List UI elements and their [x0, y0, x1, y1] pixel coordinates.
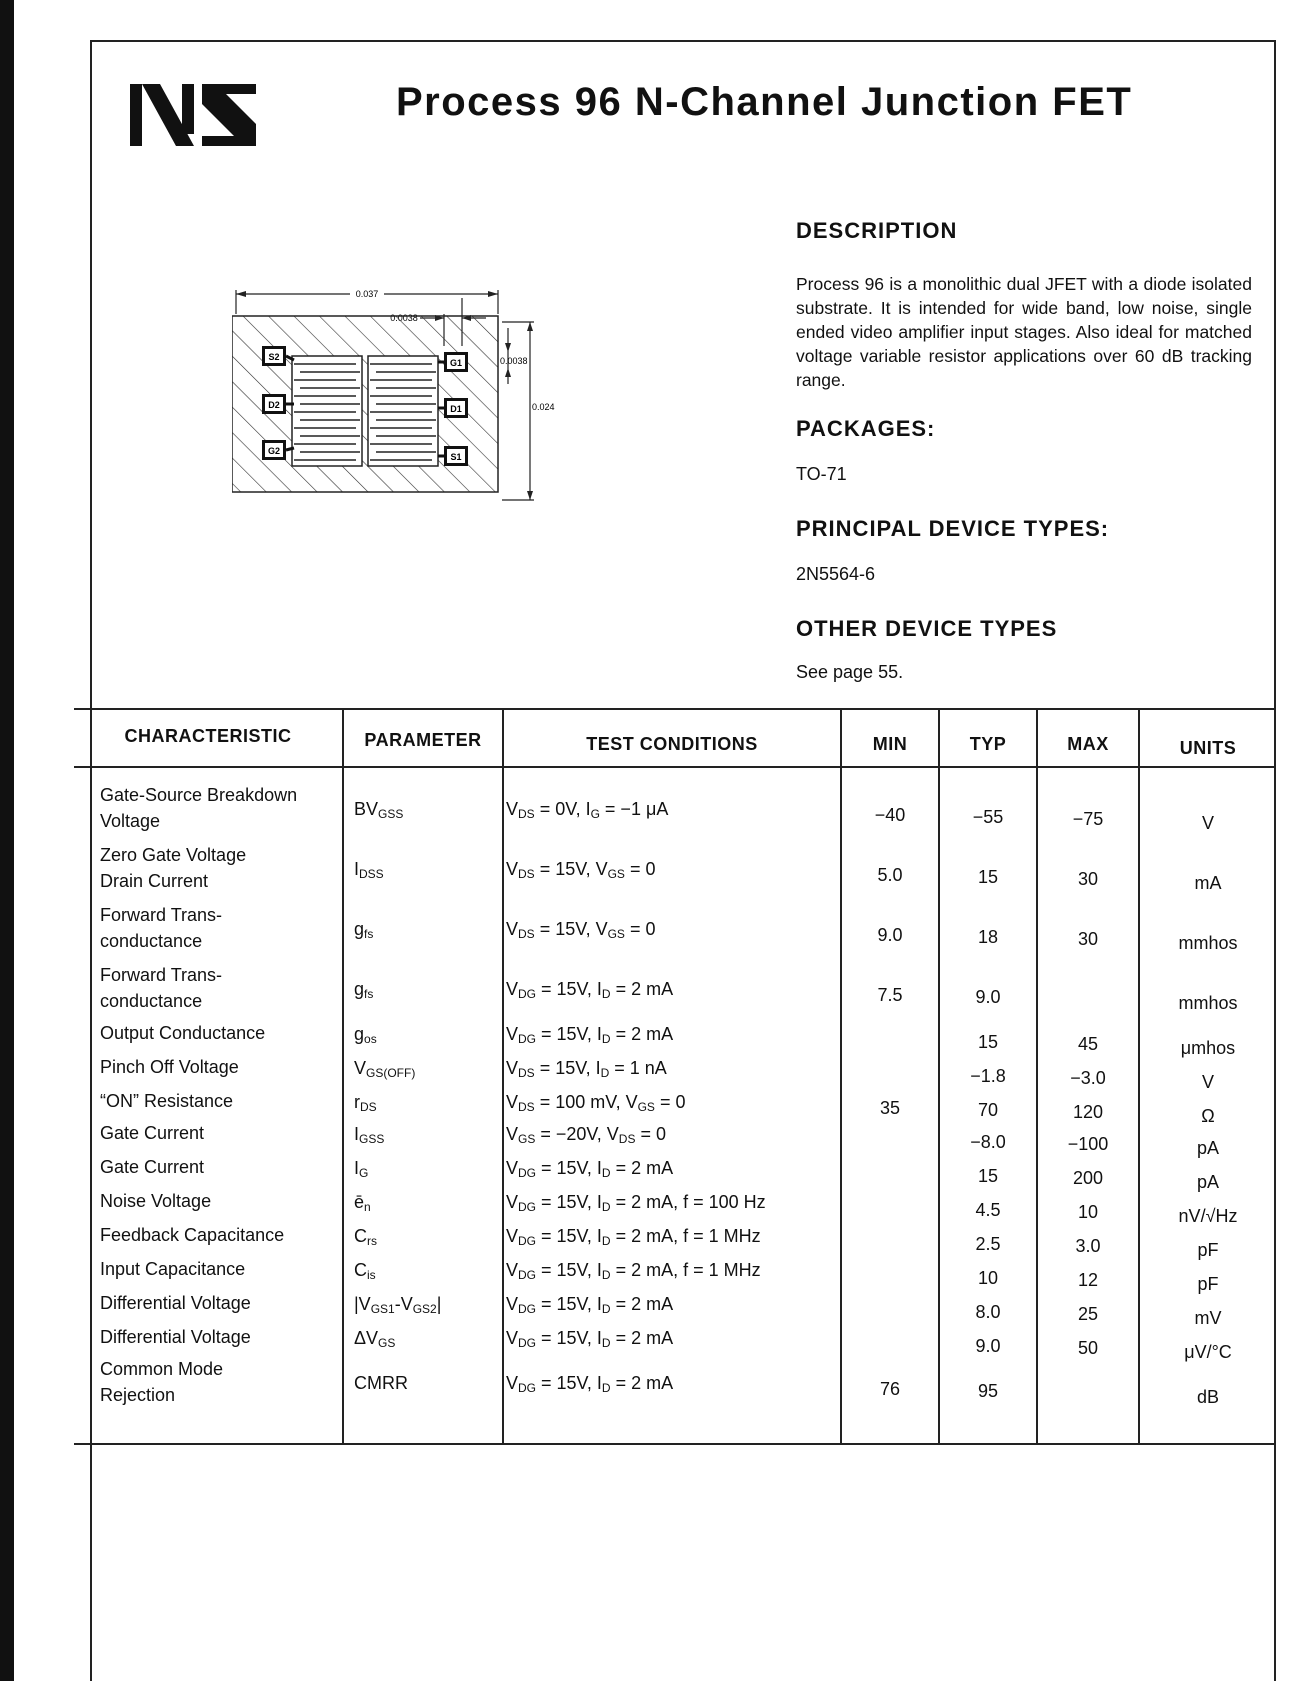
- units-cell: dB: [1196, 1387, 1220, 1407]
- units-cell: nV/√Hz: [1178, 1206, 1238, 1226]
- pad-d2-label: D2: [268, 400, 280, 410]
- test-condition-cell: $V_{DS} = 0V$, $I_G = -1$ μA: [506, 799, 669, 821]
- max-cell: −75: [1072, 809, 1104, 829]
- test-condition-cell: $V_{DG} = 15V$, $I_D = 2$ mA, f = 1 MHz: [506, 1226, 761, 1248]
- characteristic-cell: Gate-Source Breakdown Voltage: [100, 785, 298, 831]
- max-cell: 45: [1077, 1034, 1099, 1054]
- units-cell: V: [1201, 813, 1214, 833]
- test-condition-cell: $V_{DS} = 15V$, $I_D = 1$ nA: [506, 1058, 667, 1080]
- units-cell: mA: [1194, 873, 1222, 893]
- test-condition-cell: $V_{DG} = 15V$, $I_D = 2$ mA: [506, 1328, 674, 1350]
- units-cell: mmhos: [1178, 933, 1238, 953]
- units-cell: pF: [1197, 1240, 1219, 1260]
- dim-height-label: 0.024: [532, 402, 555, 412]
- principal-device-types-heading: PRINCIPAL DEVICE TYPES:: [796, 516, 1110, 541]
- test-condition-cell: $V_{DG} = 15V$, $I_D = 2$ mA: [506, 1294, 674, 1316]
- parameter-cell: $\Delta V_{GS}$: [354, 1328, 396, 1350]
- header-typ: TYP: [969, 734, 1007, 754]
- max-cell: 12: [1077, 1270, 1099, 1290]
- typ-cell: 9.0: [975, 1336, 1001, 1356]
- parameter-cell: $I_G$: [354, 1158, 369, 1180]
- typ-cell: −1.8: [970, 1066, 1006, 1086]
- parameter-cell: $C_{rs}$: [354, 1226, 377, 1248]
- characteristic-cell: Common Mode Rejection: [100, 1359, 224, 1405]
- min-cell: −40: [874, 805, 906, 825]
- typ-cell: −55: [972, 807, 1004, 827]
- scan-edge: [0, 0, 14, 1681]
- max-cell: −3.0: [1070, 1068, 1106, 1088]
- characteristic-cell: Zero Gate Voltage Drain Current: [100, 845, 247, 891]
- packages-heading: PACKAGES:: [796, 416, 936, 441]
- characteristic-cell: Gate Current: [100, 1157, 205, 1177]
- typ-cell: 15: [977, 1166, 999, 1186]
- header-units: UNITS: [1179, 738, 1237, 758]
- die-layout-diagram: [232, 280, 592, 540]
- max-cell: 200: [1072, 1168, 1104, 1188]
- dim-width-label: 0.037: [355, 289, 379, 299]
- typ-cell: 15: [977, 1032, 999, 1052]
- typ-cell: −8.0: [970, 1132, 1006, 1152]
- typ-cell: 9.0: [975, 987, 1001, 1007]
- header-test-conditions: TEST CONDITIONS: [586, 734, 758, 754]
- characteristic-cell: “ON” Resistance: [100, 1091, 234, 1111]
- characteristics-table: [74, 708, 1276, 1448]
- test-condition-cell: $V_{DG} = 15V$, $I_D = 2$ mA, f = 100 Hz: [506, 1192, 766, 1214]
- ns-logo: [130, 84, 256, 146]
- units-cell: mmhos: [1178, 993, 1238, 1013]
- other-device-types-value: See page 55.: [796, 662, 904, 682]
- characteristic-cell: Differential Voltage: [100, 1327, 251, 1347]
- other-device-types-heading: OTHER DEVICE TYPES: [796, 616, 1058, 641]
- test-condition-cell: $V_{DS} = 100$ mV, $V_{GS} = 0$: [506, 1092, 686, 1114]
- parameter-cell: $r_{DS}$: [354, 1092, 377, 1114]
- max-cell: 10: [1077, 1202, 1099, 1222]
- parameter-cell: $BV_{GSS}$: [354, 799, 404, 821]
- max-cell: 30: [1077, 929, 1099, 949]
- header-max: MAX: [1067, 734, 1109, 754]
- typ-cell: 10: [977, 1268, 999, 1288]
- typ-cell: 15: [977, 867, 999, 887]
- packages-value: TO-71: [796, 464, 847, 484]
- header-min: MIN: [872, 734, 908, 754]
- min-cell: 7.5: [877, 985, 903, 1005]
- characteristic-cell: Feedback Capacitance: [100, 1225, 285, 1245]
- parameter-cell: $g_{fs}$: [354, 979, 374, 1001]
- typ-cell: 18: [977, 927, 999, 947]
- max-cell: −100: [1067, 1134, 1109, 1154]
- parameter-cell: $I_{GSS}$: [354, 1124, 385, 1146]
- test-condition-cell: $V_{GS} = -20V$, $V_{DS} = 0$: [506, 1124, 666, 1146]
- units-cell: pA: [1196, 1138, 1220, 1158]
- max-cell: 25: [1077, 1304, 1099, 1324]
- header-parameter: PARAMETER: [364, 730, 482, 750]
- units-cell: μV/°C: [1184, 1342, 1232, 1362]
- units-cell: pA: [1196, 1172, 1220, 1192]
- characteristic-cell: Forward Trans- conductance: [100, 965, 223, 1011]
- description-text: Process 96 is a monolithic dual JFET with a diode isolated substrate. It is intended for wide band, low noise, single ended video amplifier input stages. Also ideal for matched voltage variable resistor applications over 60 dB tracking range.: [796, 274, 1252, 390]
- min-cell: 5.0: [877, 865, 903, 885]
- units-cell: μmhos: [1180, 1038, 1236, 1058]
- units-cell: pF: [1197, 1274, 1219, 1294]
- max-cell: 30: [1077, 869, 1099, 889]
- typ-cell: 2.5: [975, 1234, 1001, 1254]
- typ-cell: 8.0: [975, 1302, 1001, 1322]
- principal-device-types-value: 2N5564-6: [796, 564, 876, 584]
- pad-d1-label: D1: [450, 404, 462, 414]
- pad-g2-label: G2: [267, 446, 281, 456]
- max-cell: 120: [1072, 1102, 1104, 1122]
- test-condition-cell: $V_{DG} = 15V$, $I_D = 2$ mA: [506, 1158, 674, 1180]
- test-condition-cell: $V_{DG} = 15V$, $I_D = 2$ mA: [506, 979, 674, 1001]
- characteristic-cell: Input Capacitance: [100, 1259, 246, 1279]
- pad-s2-label: S2: [268, 352, 280, 362]
- characteristic-cell: Gate Current: [100, 1123, 205, 1143]
- min-cell: 35: [879, 1098, 901, 1118]
- units-cell: Ω: [1201, 1106, 1215, 1126]
- min-cell: 76: [879, 1379, 901, 1399]
- dim-pad-label: 0.0038: [500, 356, 528, 366]
- test-condition-cell: $V_{DG} = 15V$, $I_D = 2$ mA: [506, 1024, 674, 1046]
- characteristic-cell: Differential Voltage: [100, 1293, 251, 1313]
- characteristic-cell: Pinch Off Voltage: [100, 1057, 239, 1077]
- parameter-cell: $ē_n$: [354, 1192, 371, 1214]
- parameter-cell: $|V_{GS1}-V_{GS2}|$: [354, 1294, 442, 1316]
- units-cell: V: [1201, 1072, 1214, 1092]
- pad-s1-label: S1: [450, 452, 462, 462]
- parameter-cell: $V_{GS(OFF)}$: [354, 1058, 416, 1080]
- characteristic-cell: Forward Trans- conductance: [100, 905, 223, 951]
- typ-cell: 4.5: [975, 1200, 1001, 1220]
- parameter-cell: $g_{os}$: [354, 1024, 377, 1046]
- parameter-cell: CMRR: [354, 1373, 408, 1393]
- header-characteristic: CHARACTERISTIC: [124, 726, 292, 746]
- pad-g1-label: G1: [449, 358, 463, 368]
- description-heading: DESCRIPTION: [796, 218, 958, 243]
- typ-cell: 95: [977, 1381, 999, 1401]
- page-title: Process 96 N-Channel Junction FET: [396, 80, 1133, 124]
- test-condition-cell: $V_{DG} = 15V$, $I_D = 2$ mA: [506, 1373, 674, 1395]
- parameter-cell: $I_{DSS}$: [354, 859, 384, 881]
- max-cell: 3.0: [1075, 1236, 1101, 1256]
- test-condition-cell: $V_{DS} = 15V$, $V_{GS} = 0$: [506, 919, 656, 941]
- test-condition-cell: $V_{DG} = 15V$, $I_D = 2$ mA, f = 1 MHz: [506, 1260, 761, 1282]
- units-cell: mV: [1194, 1308, 1222, 1328]
- parameter-cell: $C_{is}$: [354, 1260, 376, 1282]
- test-condition-cell: $V_{DS} = 15V$, $V_{GS} = 0$: [506, 859, 656, 881]
- min-cell: 9.0: [877, 925, 903, 945]
- parameter-cell: $g_{fs}$: [354, 919, 374, 941]
- max-cell: 50: [1077, 1338, 1099, 1358]
- characteristic-cell: Output Conductance: [100, 1023, 266, 1043]
- characteristic-cell: Noise Voltage: [100, 1191, 212, 1211]
- typ-cell: 70: [977, 1100, 999, 1120]
